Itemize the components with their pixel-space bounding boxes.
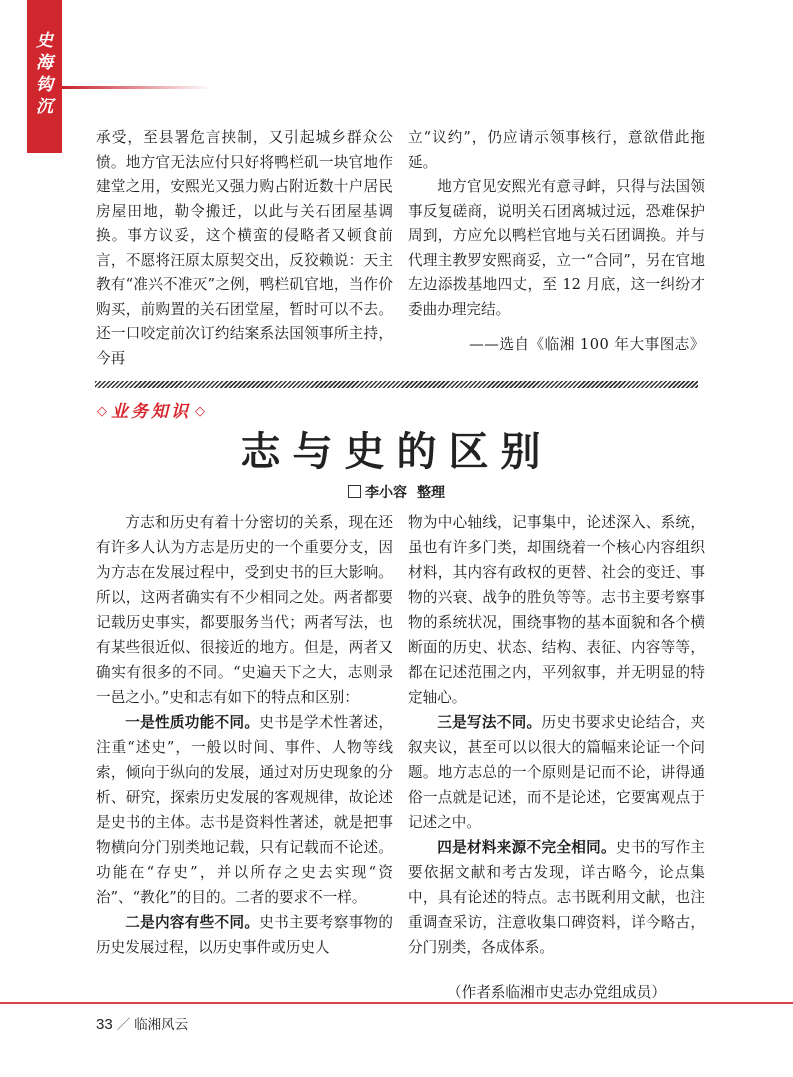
previous-article-text: 立“议约”，仍应请示领事核行，意欲借此拖延。 xyxy=(408,129,705,171)
source-citation: ——选自《临湘 100 年大事图志》 xyxy=(469,336,705,353)
article-point xyxy=(96,910,393,960)
page-number: 33 xyxy=(96,1016,113,1033)
previous-article-text: 承受，至县署危言挟制，又引起城乡群众公愤。地方官无法应付只好将鸭栏矶一块官地作建堂之用，安熙光又强力购占附近数十户居民房屋田地，勒令搬迁，以此与关石团屋基调换。事方议妥，这个横蛮的侵略者又顿食前言，不愿将汪原太原契交出，反狡赖说：天主教有“准兴不准灭”之例，鸭栏矶官地，当作价购买，前购置的关石团堂屋，暂时可以不去。还一口咬定前次订约结案系法国领事所主持，今再 xyxy=(96,129,393,367)
footer-separator: ／ xyxy=(116,1017,131,1032)
point-lead: 三是写法不同。 xyxy=(437,714,542,731)
byline xyxy=(0,482,793,502)
column-tab-char: 沉 xyxy=(36,97,53,117)
point-text: 史书主要考察事物的历史发展过程，以历史事件或历史人 xyxy=(96,914,393,956)
point-text-continued: 物为中心轴线，记事集中，论述深入、系统，虽也有许多门类，却围绕着一个核心内容组织材料，其内容有政权的更替、社会的变迁、事物的兴衰、战争的胜负等等。志书主要考察事物的系统状况，围绕事物的基本面貌和各个横断面的历史、状态、结构、表征、内容等等，都在记述范围之内，平列叙事，并无明显的特定轴心。 xyxy=(408,514,705,706)
footer-rule xyxy=(0,1002,793,1004)
diamond-icon: ◇ xyxy=(97,404,107,419)
point-lead: 四是材料来源不完全相同。 xyxy=(437,839,616,856)
point-lead: 二是内容有些不同。 xyxy=(125,914,260,931)
previous-article-text: 地方官见安熙光有意寻衅，只得与法国领事反复磋商，说明关石团离城过远，恐难保护周到，方应允以鸭栏官地与关石团调换。并与代理主教罗安熙商妥，立一“合同”，另在官地左边添拨基地四丈，至 12 月底，这一纠纷才委曲办理完结。 xyxy=(408,178,705,318)
article-title: 志与史的区别 xyxy=(240,428,553,475)
point-text: 史书的写作主要依据文献和考古发现，详古略今，论点集中，具有论述的特点。志书既利用文献，也注重调查采访，注意收集口碑资料，详今略古，分门别类，各成体系。 xyxy=(408,839,705,956)
diamond-icon: ◇ xyxy=(195,404,205,419)
previous-article-right-column xyxy=(408,126,705,358)
point-text: 历史书要求史论结合，夹叙夹议，甚至可以以很大的篇幅来论证一个问题。地方志总的一个原则是记而不论，讲得通俗一点就是记述，而不是论述，它要寓观点于记述之中。 xyxy=(408,714,705,831)
author-note: （作者系临湘市史志办党组成员） xyxy=(447,984,666,1001)
section-label-text: 业务知识 xyxy=(111,402,191,422)
article-right-column xyxy=(408,510,705,1005)
previous-article-left-column xyxy=(96,126,393,371)
column-tab-char: 海 xyxy=(36,53,53,73)
column-tab xyxy=(27,0,62,148)
page-footer xyxy=(96,1013,188,1033)
author-role: 整理 xyxy=(417,485,445,501)
article-point xyxy=(408,710,705,835)
square-icon xyxy=(348,485,361,498)
column-tab-char: 钩 xyxy=(36,75,53,95)
point-lead: 一是性质功能不同。 xyxy=(125,714,260,731)
article-point xyxy=(96,710,393,910)
hatched-divider xyxy=(95,381,698,388)
header-gradient-rule xyxy=(62,86,212,89)
article-left-column xyxy=(96,510,393,960)
column-tab-foot xyxy=(27,148,62,153)
article-point xyxy=(408,835,705,960)
column-tab-char: 史 xyxy=(36,31,53,51)
point-text: 史书是学术性著述，注重“述史”，一般以时间、事件、人物等线索，倾向于纵向的发展，通过对历史现象的分析、研究，探索历史发展的客观规律，故论述是史书的主体。志书是资料性著述，就是把事物横向分门别类地记载，只有记载而不论述。功能在“存史”，并以所存之史去实现“资治”、“教化”的目的。二者的要求不一样。 xyxy=(96,714,393,906)
section-label xyxy=(93,397,209,422)
author-name: 李小容 xyxy=(365,485,407,501)
publication-name: 临湘风云 xyxy=(134,1017,189,1032)
article-intro: 方志和历史有着十分密切的关系，现在还有许多人认为方志是历史的一个重要分支，因为方志在发展过程中，受到史书的巨大影响。所以，这两者确实有不少相同之处。两者都要记载历史事实，都要服务当代；两者写法，也有某些很近似、很接近的地方。但是，两者又确实有很多的不同。“史遍天下之大，志则录一邑之小。”史和志有如下的特点和区别： xyxy=(96,514,393,706)
